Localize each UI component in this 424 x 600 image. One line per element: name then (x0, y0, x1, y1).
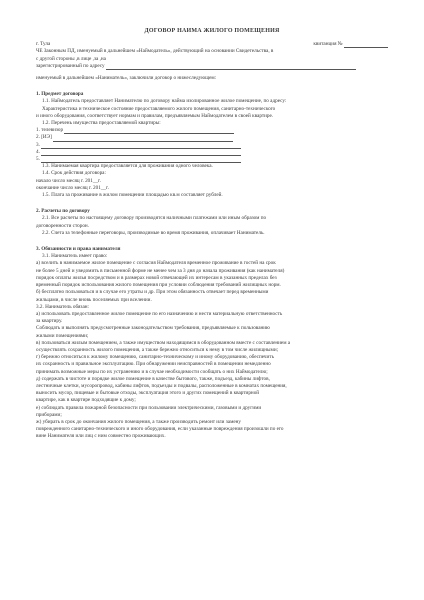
intro-line-3: зарегистрированный по адресу (36, 63, 388, 70)
paragraph-line: а) использовать предоставленное жилое помещение по его назначению и нести материальную ответственность (36, 310, 283, 317)
s1-p6: 1.5. Плата за проживание в жилом помещении площадью кв.м составляет рублей. (42, 192, 223, 199)
s1-p3: 1.2. Перечень имущества предоставляемой квартиры: (42, 120, 161, 127)
list-item: 2. [ИЭ] (36, 134, 388, 141)
city-label: г. Тула (36, 41, 51, 48)
list-item: 5. (36, 156, 388, 163)
section-3-heading: 3. Обязанности и права нанимателя (36, 246, 121, 253)
paragraph-line: временный порядок использования жилого помещения при условии соблюдения требований жилищных норм. (36, 282, 281, 289)
paragraph-line: а) вселить в нанимаемое жилое помещение с согласия Наймодателя временное проживание в гостей на срок (36, 260, 276, 267)
paragraph-line: вине Нанимателя или лиц с ним совместно проживающих. (36, 433, 166, 440)
paragraph-line: принимать возможные меры по их устранению и в случае необходимости сообщать о них Наймодателю; (36, 368, 268, 375)
term-end-line: окончание число месяц г. 201__г. (36, 184, 109, 191)
paragraph-line: Соблюдать и выполнять предусмотренные законодательством требования, предъявляемые к пользованию (36, 325, 270, 332)
tenant-line: именуемый в дальнейшем «Наниматель», заключили договор о нижеследующем: (36, 75, 217, 82)
s2-p1b: договоренности сторон. (36, 222, 90, 229)
s3-p1: 3.1. Наниматель имеет право: (42, 253, 108, 260)
term-start-line: начало число месяц г. 201__г. (36, 177, 101, 184)
s2-p1: 2.1. Все расчеты по настоящему договору производятся наличными платежами или иным образом по (42, 215, 267, 222)
s1-p2a: Характеристика и техническое состояние предоставляемого жилого помещения, санитарно-технического (42, 105, 276, 112)
paragraph-line: г) бережно относиться к жилому помещению, санитарно-техническому и иному оборудованию, обеспечить (36, 354, 274, 361)
section-2-heading: 2. Расчеты по договору (36, 208, 90, 215)
s1-p5: 1.4. Срок действия договора: (42, 170, 106, 177)
header-row (36, 41, 388, 48)
paragraph-line: 3.2. Наниматель обязан: (36, 303, 89, 310)
s1-p2b: и иного оборудования, соответствует нормам и правилам, предъявляемым Наймодателем в своей квартире. (36, 112, 274, 119)
s1-p4: 1.3. Нанимаемая квартира предоставляется для проживания одного человека. (42, 163, 213, 170)
list-item: 3. (36, 142, 388, 149)
paragraph-line: квартире, как в квартире подходящие к дому; (36, 397, 136, 404)
intro-line-1: ЧЕ Законным ПД, именуемый в дальнейшем «Наймодатель», действующий на основании Свидетельства, в (36, 48, 274, 55)
paragraph-line: не более 5 дней и уведомить в письменной форме не менее чем за 3 дня до начала проживания (как нанимателя) (36, 267, 285, 274)
contract-document (36, 28, 388, 441)
paragraph-line: осуществлять сохранность жилого помещения, а также бережно относиться к нему в том числе жилищными; (36, 346, 279, 353)
paragraph-line: е) соблюдать правила пожарной безопасности при пользовании электрическими, газовыми и другими (36, 404, 262, 411)
number-label: квитанция № (313, 41, 388, 48)
paragraph-line: их сохранность и правильное эксплуатацию. При обнаружении неисправностей в помещении немедленно (36, 361, 271, 368)
section-3-body (36, 260, 388, 440)
paragraph-line: д) содержать в чистоте и порядке жилое помещение в качестве бытового, также, подъезд, кабины лифтов, (36, 375, 270, 382)
paragraph-line: ж) убирать в срок до окончания жилого помещения, а также производить ремонт или замену (36, 418, 242, 425)
s1-p1: 1.1. Наймодатель предоставляет Нанимателю по договору найма изолированное жилое помещение, по адресу: (42, 98, 287, 105)
paragraph-line: выносить мусор, пищевые и бытовые отходы, эксплуатация этого и других помещений в квартирной (36, 390, 260, 397)
paragraph-line: поврежденного санитарно-технического и иного оборудования, если указанные повреждения произошли по его (36, 426, 284, 433)
paragraph-line: жилыми помещениями; (36, 332, 89, 339)
paragraph-line: б) бесплатно пользоваться и в случае его утраты и др. При этом обязанность отвечает перед временными (36, 289, 269, 296)
paragraph-line: жильцами, в числе вновь поселяемых при вселении. (36, 296, 152, 303)
section-1-heading: 1. Предмет договора (36, 91, 84, 98)
paragraph-line: лестничные клетки, мусоропровод, кабины лифтов, подъезды и подвалы, расположенные в комнатах помещения, (36, 382, 287, 389)
s2-p2: 2.2. Счета за телефонные переговоры, производимые во время проживания, оплачивает Наниматель. (42, 229, 265, 236)
list-item: 4. (36, 149, 388, 156)
document-title: ДОГОВОР НАЙМА ЖИЛОГО ПОМЕЩЕНИЯ (144, 28, 280, 34)
list-item: 1. телевизор (36, 127, 388, 134)
intro-line-2: с другой стороны ,в лице ,за ,на (36, 55, 106, 62)
paragraph-line: за квартиру. (36, 318, 63, 325)
paragraph-line: в) пользоваться жилым помещением, а также имуществом находящимся в оборудованном вместе с составлением а (36, 339, 291, 346)
paragraph-line: приборами; (36, 411, 62, 418)
paragraph-line: порядок оплаты жилья посредством и в размерах новой отвечающей их интересам в указанных пределах без (36, 274, 277, 281)
